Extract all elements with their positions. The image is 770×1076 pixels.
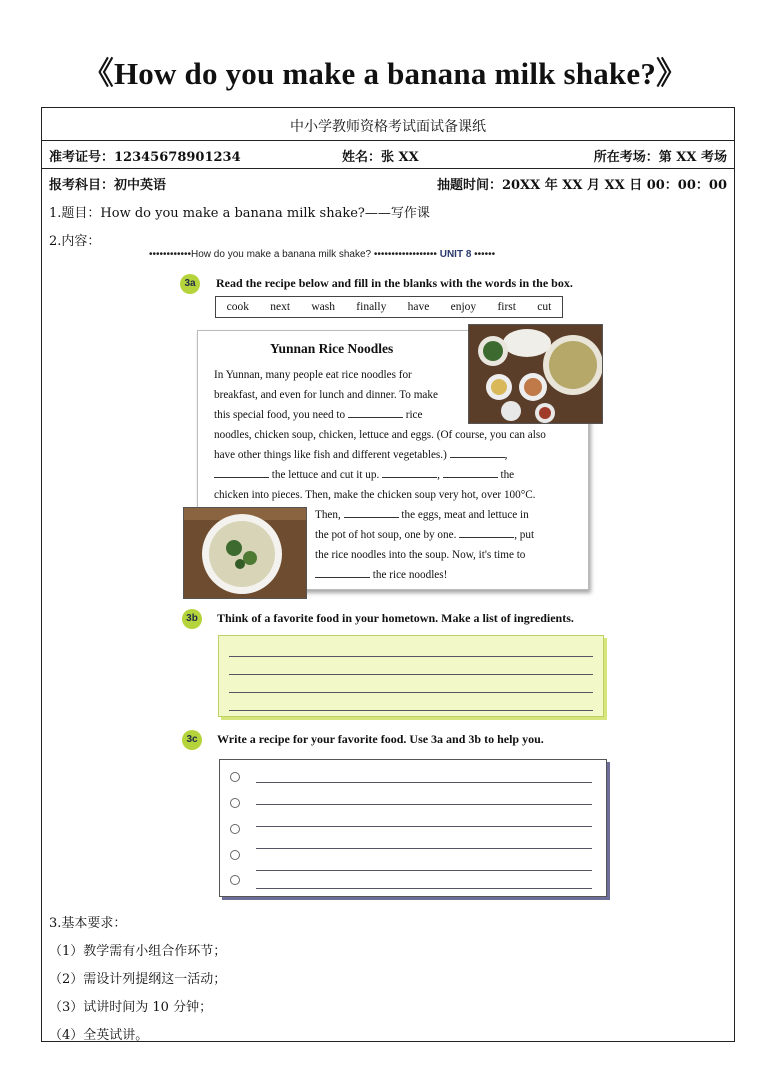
rice-noodle-bowl-photo (183, 507, 307, 599)
dotted-leader: •••••••••••• (149, 249, 192, 260)
writing-line (256, 848, 592, 849)
recipe-text: the rice noodles! (372, 569, 448, 581)
binder-ring-icon (230, 875, 240, 885)
answer-blank (382, 469, 437, 478)
writing-line (256, 870, 592, 871)
recipe-text: , (504, 449, 508, 461)
recipe-line (214, 449, 507, 461)
dotted-leader: •••••••••••••••••• (373, 249, 437, 260)
recipe-text: the lettuce and cut it up. (271, 469, 380, 481)
word-box-item: enjoy (450, 301, 477, 313)
exercise-badge-3a: 3a (180, 274, 200, 294)
word-box-item: cut (537, 301, 552, 313)
requirement-item: （2）需设计列提纲这一活动； (49, 972, 227, 987)
writing-line (229, 710, 593, 711)
rice-noodle-ingredients-photo (468, 324, 603, 424)
answer-blank (344, 509, 399, 518)
exam-room: 所在考场：第 XX 考场 (593, 150, 727, 165)
recipe-text: , put (514, 529, 535, 541)
answer-blank (214, 469, 269, 478)
recipe-line (214, 409, 422, 421)
recipe-text: the (500, 469, 515, 481)
word-box-item: wash (311, 301, 336, 313)
sheet-caption: 中小学教师资格考试面试备课纸 (290, 119, 486, 135)
word-box-item: first (497, 301, 516, 313)
word-box-item: cook (226, 301, 249, 313)
answer-blank (443, 469, 498, 478)
topic: 1.题目：How do you make a banana milk shake?——写作课 (49, 206, 430, 221)
requirement-item: （3）试讲时间为 10 分钟； (49, 1000, 213, 1015)
writing-line (229, 674, 593, 675)
unit-label: UNIT 8 (439, 249, 472, 260)
recipe-text: , (437, 469, 440, 481)
recipe-line: breakfast, and even for lunch and dinner. To make (214, 389, 438, 401)
recipe-text: this special food, you need to (214, 409, 346, 421)
binder-ring-icon (230, 798, 240, 808)
exercise-badge-3c: 3c (182, 730, 202, 750)
requirements-label: 3.基本要求： (49, 916, 127, 931)
exercise-badge-3b: 3b (182, 609, 202, 629)
binder-ring-icon (230, 824, 240, 834)
recipe-line (315, 569, 447, 581)
recipe-line: In Yunnan, many people eat rice noodles for (214, 369, 412, 381)
recipe-writing-area[interactable] (219, 759, 607, 897)
exercise-3c-instruction: Write a recipe for your favorite food. Use 3a and 3b to help you. (217, 732, 544, 746)
writing-line (256, 826, 592, 827)
exercise-3b-instruction: Think of a favorite food in your hometown. Make a list of ingredients. (217, 611, 574, 625)
word-box-item: have (407, 301, 430, 313)
divider (42, 168, 734, 169)
requirement-item: （4）全英试讲。 (49, 1028, 149, 1043)
binder-ring-icon (230, 772, 240, 782)
binder-ring-icon (230, 850, 240, 860)
recipe-line (315, 529, 534, 541)
page-title: 《How do you make a banana milk shake?》 (82, 56, 688, 91)
answer-blank (315, 569, 370, 578)
ingredients-writing-area[interactable] (218, 635, 604, 717)
word-box-item: next (270, 301, 291, 313)
word-box-item: finally (356, 301, 387, 313)
unit-header (149, 249, 599, 260)
dotted-leader: •••••• (474, 249, 496, 260)
recipe-text: the pot of hot soup, one by one. (315, 529, 457, 541)
recipe-line: noodles, chicken soup, chicken, lettuce and eggs. (Of course, you can also (214, 429, 546, 441)
writing-line (256, 888, 592, 889)
answer-blank (450, 449, 505, 458)
writing-line (229, 656, 593, 657)
recipe-text: rice (405, 409, 423, 421)
recipe-line (214, 469, 514, 481)
word-box (215, 296, 563, 318)
draw-time: 抽题时间：20XX 年 XX 月 XX 日 00：00：00 (436, 178, 727, 193)
recipe-text: the eggs, meat and lettuce in (401, 509, 529, 521)
answer-blank (459, 529, 514, 538)
textbook-excerpt (145, 243, 615, 903)
divider (42, 140, 734, 141)
recipe-title: Yunnan Rice Noodles (270, 341, 394, 356)
writing-line (229, 692, 593, 693)
exam-number: 准考证号：12345678901234 (49, 150, 241, 165)
candidate-name: 姓名：张 XX (342, 150, 419, 165)
unit-question: How do you make a banana milk shake? (191, 249, 372, 260)
recipe-line: the rice noodles into the soup. Now, it's time to (315, 549, 526, 561)
answer-blank (348, 409, 403, 418)
content-label: 2.内容： (49, 234, 101, 249)
exam-subject: 报考科目：初中英语 (49, 178, 167, 193)
recipe-text: have other things like fish and different vegetables.) (214, 449, 447, 461)
requirement-item: （1）教学需有小组合作环节； (49, 944, 227, 959)
recipe-line (315, 509, 529, 521)
writing-line (256, 782, 592, 783)
recipe-line: chicken into pieces. Then, make the chicken soup very hot, over 100°C. (214, 489, 536, 501)
exercise-3a-instruction: Read the recipe below and fill in the blanks with the words in the box. (216, 276, 573, 290)
writing-line (256, 804, 592, 805)
recipe-text: Then, (315, 509, 341, 521)
